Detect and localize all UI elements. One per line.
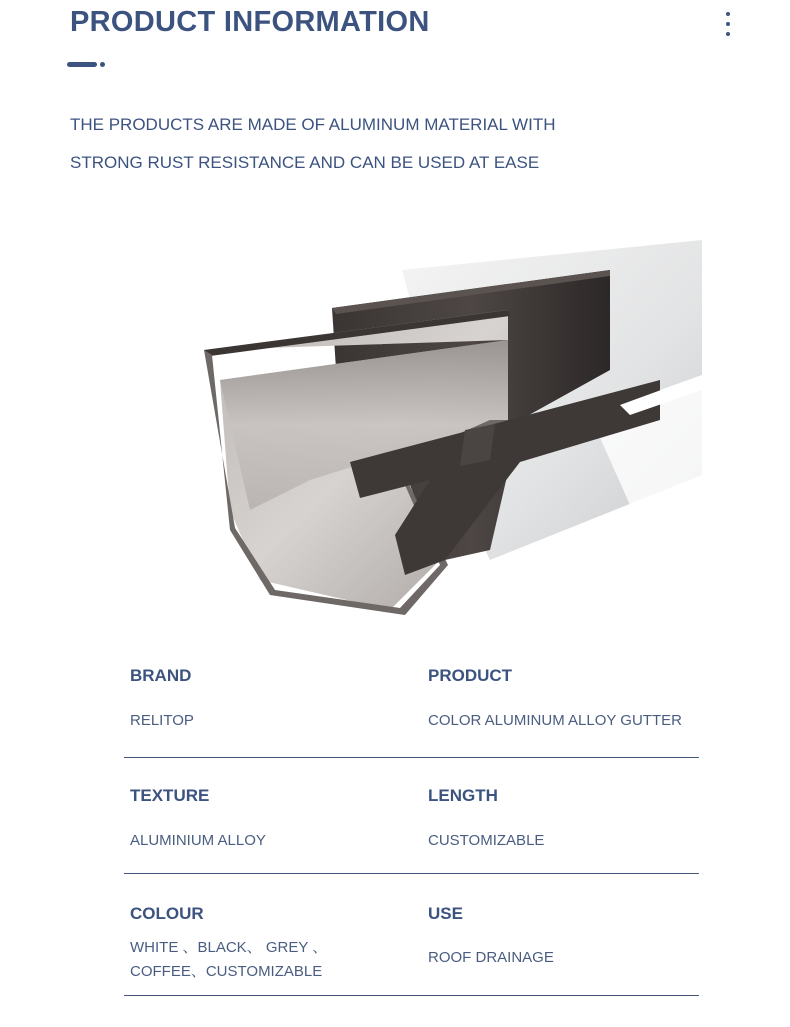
spec-label: LENGTH xyxy=(428,786,498,805)
spec-label: BRAND xyxy=(130,666,192,685)
spec-value: CUSTOMIZABLE xyxy=(428,832,545,849)
spec-cell-product xyxy=(428,640,703,729)
product-image xyxy=(190,230,710,620)
spec-cell-brand xyxy=(130,640,410,729)
spec-value: RELITOP xyxy=(130,712,194,729)
spec-cell-texture xyxy=(130,758,410,849)
spec-row xyxy=(124,640,699,758)
spec-label: COLOUR xyxy=(130,904,204,923)
spec-value: COLOR ALUMINUM ALLOY GUTTER xyxy=(428,712,682,729)
spec-label: PRODUCT xyxy=(428,666,513,685)
spec-value xyxy=(130,936,410,984)
spec-cell-length xyxy=(428,758,703,849)
spec-label: TEXTURE xyxy=(130,786,210,805)
spec-cell-use xyxy=(428,874,703,966)
spec-table xyxy=(124,640,699,996)
spec-value: ROOF DRAINAGE xyxy=(428,949,554,966)
kebab-menu-icon[interactable] xyxy=(718,10,738,40)
intro-line-2: STRONG RUST RESISTANCE AND CAN BE USED AT EASE xyxy=(70,153,540,172)
spec-row xyxy=(124,758,699,874)
intro-text xyxy=(70,106,710,182)
spec-label: USE xyxy=(428,904,463,923)
gutter-illustration xyxy=(190,230,710,620)
intro-line-1: THE PRODUCTS ARE MADE OF ALUMINUM MATERIAL WITH xyxy=(70,115,556,134)
page-title: PRODUCT INFORMATION xyxy=(70,6,430,38)
title-accent xyxy=(67,62,107,68)
spec-cell-colour xyxy=(130,874,410,984)
colour-line-1: WHITE 、BLACK、 GREY 、 xyxy=(130,939,328,956)
spec-row xyxy=(124,874,699,996)
colour-line-2: COFFEE、CUSTOMIZABLE xyxy=(130,963,323,980)
spec-value: ALUMINIUM ALLOY xyxy=(130,832,266,849)
